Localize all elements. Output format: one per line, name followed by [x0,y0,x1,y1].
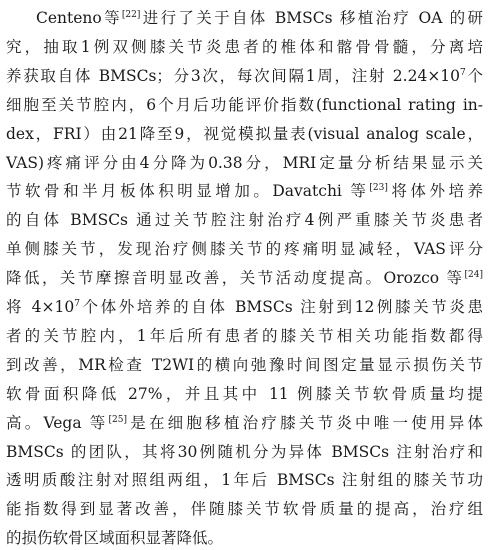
text-line [6,208,483,232]
text-segment: 究，抽取1例双侧膝关节炎患者的椎体和髂骨骨髓，分离培 [6,37,483,56]
text-line [6,122,483,146]
text-line [36,6,483,30]
text-segment: 节软骨和半月板体积明显增加。Davatchi 等 [6,182,370,201]
text-segment: VAS)疼痛评分由4分降为0.38分，MRI定量分析结果显示关 [6,153,483,172]
text-segment: 将 4×10 [6,298,75,316]
text-segment: 单侧膝关节，发现治疗侧膝关节的疼痛明显减轻，VAS评分 [6,240,483,259]
text-segment: 降低，关节摩擦音明显改善，关节活动度提高。Orozco 等 [6,269,465,288]
text-line [6,64,483,88]
text-segment: 细胞至关节腔内，6个月后功能评价指数(functional rating in- [6,95,483,114]
text-segment: 能指数得到显著改善，伴随膝关节软骨质量的提高，治疗组 [6,500,483,519]
citation-superscript: 7 [460,67,466,78]
text-segment: 高。Vega 等 [6,413,109,432]
text-segment: 的自体 BMSCs 通过关节腔注射治疗4例严重膝关节炎患者 [6,211,483,230]
text-segment: BMSCs 的团队，其将30例随机分为异体 BMSCs 注射治疗和 [6,442,483,461]
text-line [6,324,483,348]
text-line [6,382,483,406]
citation-superscript: [23] [369,183,388,194]
text-line [6,179,483,203]
citation-superscript: 7 [74,299,80,309]
text-line [6,151,483,175]
text-segment: 到改善，MR检查 T2WI的横向弛豫时间图定量显示损伤关节 [6,355,483,374]
citation-superscript: [24] [464,270,483,281]
text-line [6,468,483,492]
text-line [6,353,483,377]
text-segment: 个体外培养的自体 BMSCs 注射到12例膝关节炎患 [79,298,483,316]
text-segment: 透明质酸注射对照组两组，1年后 BMSCs 注射组的膝关节功 [6,471,483,490]
text-segment: 养获取自体 BMSCs；分3次，每次间隔1周，注射 2.24×10 [6,66,461,85]
text-line [6,93,483,117]
text-line [6,35,483,59]
text-line [6,411,483,435]
text-line [6,526,483,550]
text-segment: Centeno等 [36,9,122,27]
text-segment: 进行了关于自体 BMSCs 移植治疗 OA 的研 [140,9,483,27]
text-segment: 的损伤软骨区域面积显著降低。 [6,529,224,548]
text-line [6,295,483,319]
text-segment: 者的关节腔内，1年后所有患者的膝关节相关功能指数都得 [6,326,483,345]
citation-superscript: [22] [121,10,141,20]
text-line [6,237,483,261]
text-segment: 将体外培养 [387,182,483,201]
text-segment: 个 [465,66,483,85]
text-segment: 软骨面积降低 27%，并且其中 11 例膝关节软骨质量均提 [6,384,483,403]
text-line [6,440,483,464]
text-line [6,266,483,290]
text-segment: 是在细胞移植治疗膝关节炎中唯一使用异体 [126,413,483,432]
citation-superscript: [25] [108,414,127,425]
text-line [6,497,483,521]
text-segment: dex，FRI）由21降至9，视觉模拟量表(visual analog scale， [6,124,483,143]
